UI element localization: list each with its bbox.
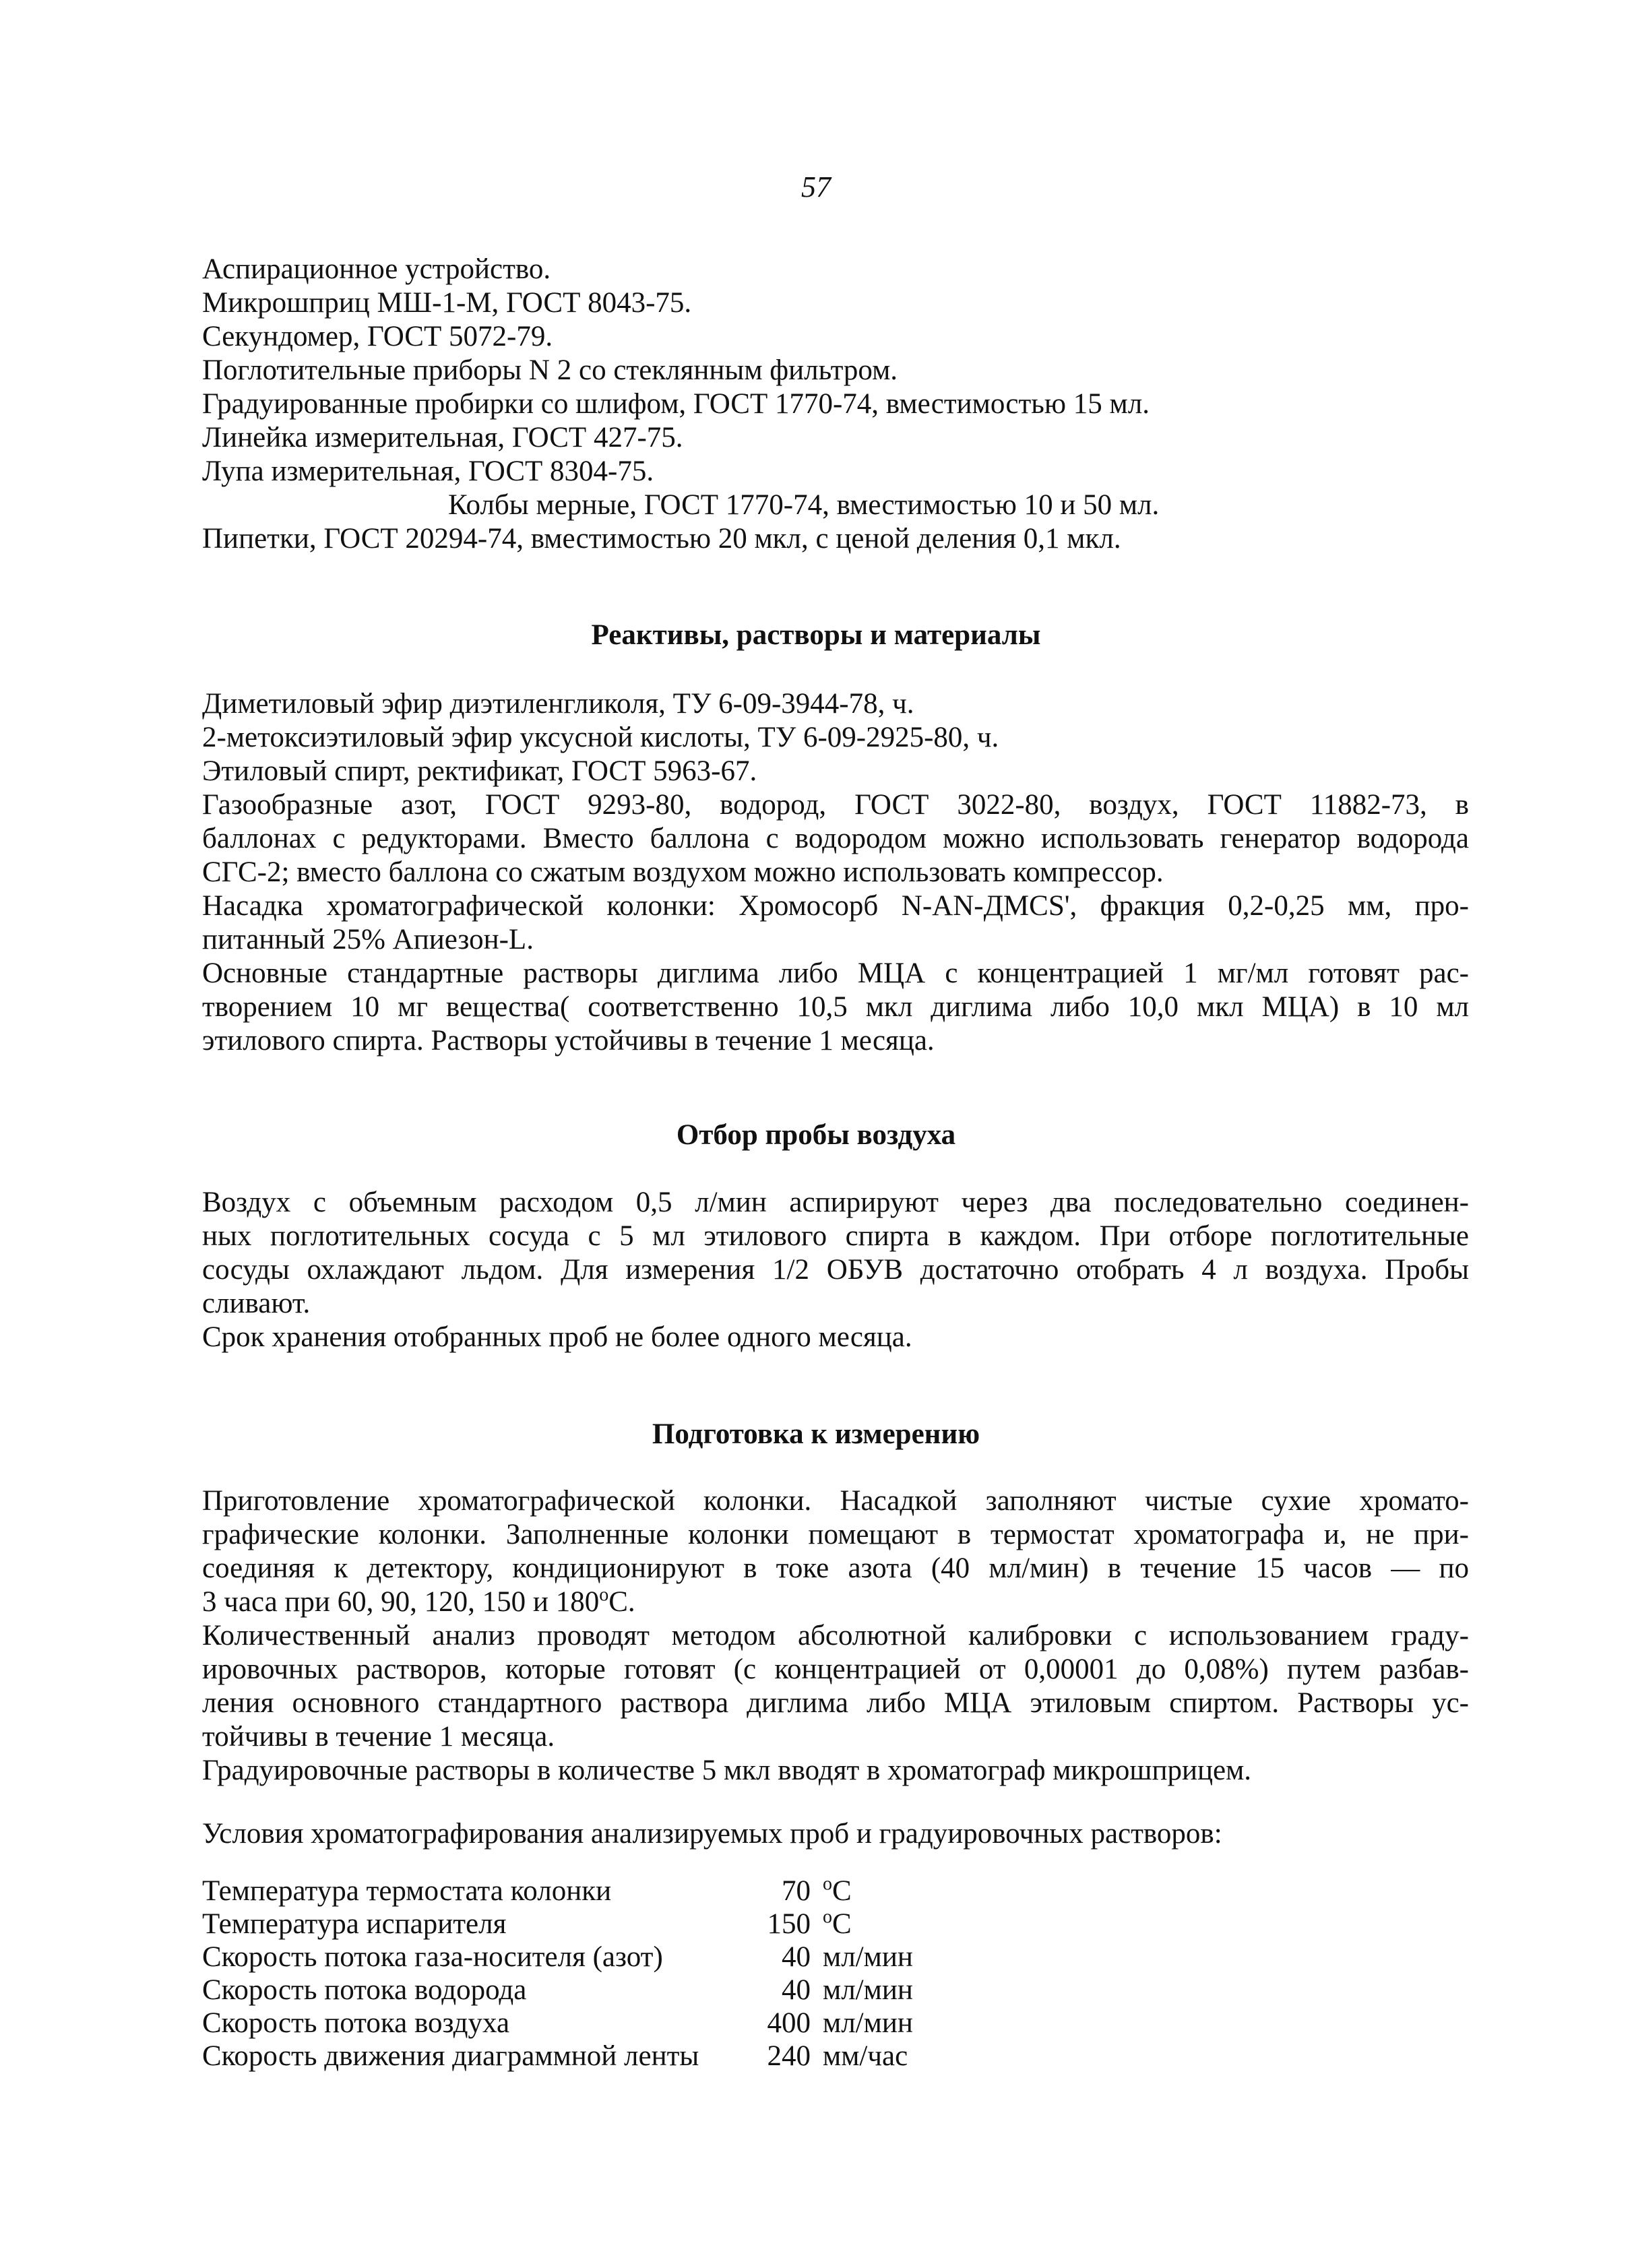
- column-prep-line: соединяя к детектору, кондиционируют в токе азота (40 мл/мин) в течение 15 часов — по: [202, 1552, 1469, 1584]
- condition-unit-text: С: [832, 1875, 852, 1907]
- condition-row: [202, 2040, 913, 2073]
- degree-sign: о: [823, 1906, 832, 1928]
- condition-value: 150: [767, 1908, 811, 1940]
- equipment-list: [202, 253, 1469, 556]
- packing-line: питанный 25% Апиезон-L.: [202, 924, 534, 955]
- conditions-intro-text: Условия хроматографирования анализируемых проб и градуировочных растворов:: [202, 1818, 1222, 1850]
- section-heading-sampling: Отбор пробы воздуха: [676, 1119, 956, 1151]
- calibration-line: тойчивы в течение 1 месяца.: [202, 1721, 555, 1753]
- standards-line: этилового спирта. Растворы устойчивы в течение 1 месяца.: [202, 1025, 935, 1057]
- sampling-section: [202, 1186, 1469, 1354]
- sampling-line: сосуды охлаждают льдом. Для измерения 1/2 ОБУВ достаточно отобрать 4 л воздуха. Пробы: [202, 1254, 1469, 1286]
- equipment-item: Колбы мерные, ГОСТ 1770-74, вместимостью 10 и 50 мл.: [448, 489, 1160, 521]
- condition-unit: мл/мин: [823, 1974, 913, 2006]
- condition-value: 70: [782, 1875, 811, 1907]
- page-number: 57: [801, 170, 831, 203]
- condition-row: [202, 1974, 913, 2007]
- equipment-item: Пипетки, ГОСТ 20294-74, вместимостью 20 мкл, с ценой деления 0,1 мкл.: [202, 523, 1121, 555]
- condition-label: Скорость потока воздуха: [202, 2007, 510, 2039]
- equipment-item: Лупа измерительная, ГОСТ 8304-75.: [202, 455, 654, 487]
- condition-row: [202, 1875, 913, 1908]
- gases-line: баллонах с редукторами. Вместо баллона с водородом можно использовать генератор водорода: [202, 823, 1469, 854]
- condition-unit-text: С: [832, 1908, 852, 1940]
- condition-label: Температура испарителя: [202, 1908, 507, 1940]
- degree-sign: о: [823, 1873, 832, 1895]
- section-heading-preparation: Подготовка к измерению: [652, 1418, 980, 1450]
- equipment-item: Секундомер, ГОСТ 5072-79.: [202, 321, 553, 352]
- calibration-line: ировочных растворов, которые готовят (с концентрацией от 0,00001 до 0,08%) путем разбав-: [202, 1653, 1469, 1685]
- condition-row: [202, 1941, 913, 1974]
- column-prep-line: Приготовление хроматографической колонки. Насадкой заполняют чистые сухие хромато-: [202, 1485, 1469, 1517]
- gases-line: СГС-2; вместо баллона со сжатым воздухом можно использовать компрессор.: [202, 856, 1164, 888]
- standards-line: творением 10 мг вещества( соответственно 10,5 мкл диглима либо 10,0 мкл МЦА) в 10 мл: [202, 991, 1469, 1023]
- column-prep-line: [202, 1585, 1469, 1619]
- condition-value: 240: [767, 2040, 811, 2072]
- conditions-intro: [202, 1817, 1469, 1851]
- condition-value: 40: [782, 1941, 811, 1973]
- condition-value: 40: [782, 1974, 811, 2006]
- condition-unit: мм/час: [823, 2040, 908, 2072]
- condition-label: Скорость потока водорода: [202, 1974, 527, 2006]
- condition-label: Скорость потока газа-носителя (азот): [202, 1941, 663, 1973]
- sampling-line: сливают.: [202, 1288, 311, 1319]
- condition-unit: [811, 1875, 852, 1908]
- column-prep-last-text: 3 часа при 60, 90, 120, 150 и 180: [202, 1586, 600, 1618]
- column-prep-last-suffix: С.: [608, 1586, 635, 1618]
- degree-sign: о: [599, 1584, 609, 1606]
- reagent-line: Этиловый спирт, ректификат, ГОСТ 5963-67.: [202, 755, 757, 787]
- calibration-line: Количественный анализ проводят методом абсолютной калибровки с использованием граду-: [202, 1620, 1469, 1651]
- reagent-line: Диметиловый эфир диэтиленгликоля, ТУ 6-09-3944-78, ч.: [202, 688, 914, 720]
- injection-line: Градуировочные растворы в количестве 5 мкл вводят в хроматограф микрошприцем.: [202, 1755, 1252, 1786]
- equipment-item: Аспирационное устройство.: [202, 253, 551, 285]
- equipment-item: Поглотительные приборы N 2 со стеклянным фильтром.: [202, 354, 898, 386]
- reagent-line: 2-метоксиэтиловый эфир уксусной кислоты, ТУ 6-09-2925-80, ч.: [202, 722, 999, 753]
- equipment-item: Градуированные пробирки со шлифом, ГОСТ 1770-74, вместимостью 15 мл.: [202, 388, 1150, 420]
- packing-line: Насадка хроматографической колонки: Хромосорб N-AN-ДMCS', фракция 0,2-0,25 мм, про-: [202, 890, 1469, 922]
- condition-value: 400: [767, 2007, 811, 2039]
- column-prep-line: графические колонки. Заполненные колонки помещают в термостат хроматографа и, не при-: [202, 1519, 1469, 1550]
- condition-label: Температура термостата колонки: [202, 1875, 612, 1907]
- equipment-item: Линейка измерительная, ГОСТ 427-75.: [202, 422, 683, 453]
- calibration-line: ления основного стандартного раствора диглима либо МЦА этиловым спиртом. Растворы ус-: [202, 1687, 1469, 1719]
- reagents-section: [202, 687, 1469, 1058]
- sampling-line: ных поглотительных сосуда с 5 мл этилового спирта в каждом. При отборе поглотительные: [202, 1220, 1469, 1252]
- equipment-item: Микрошприц МШ-1-М, ГОСТ 8043-75.: [202, 287, 692, 319]
- storage-line: Срок хранения отобранных проб не более одного месяца.: [202, 1321, 912, 1353]
- gases-line: Газообразные азот, ГОСТ 9293-80, водород, ГОСТ 3022-80, воздух, ГОСТ 11882-73, в: [202, 789, 1469, 821]
- condition-unit: мл/мин: [823, 1941, 913, 1973]
- conditions-table: [202, 1875, 913, 2073]
- preparation-section: [202, 1484, 1469, 1788]
- section-heading-reagents: Реактивы, растворы и материалы: [591, 619, 1041, 651]
- condition-label: Скорость движения диаграммной ленты: [202, 2040, 699, 2072]
- condition-unit: мл/мин: [823, 2007, 913, 2039]
- standards-line: Основные стандартные растворы диглима либо МЦА с концентрацией 1 мг/мл готовят рас-: [202, 957, 1469, 989]
- condition-row: [202, 1908, 913, 1941]
- condition-row: [202, 2007, 913, 2040]
- sampling-line: Воздух с объемным расходом 0,5 л/мин аспирируют через два последовательно соединен-: [202, 1187, 1469, 1218]
- condition-unit: [811, 1908, 852, 1941]
